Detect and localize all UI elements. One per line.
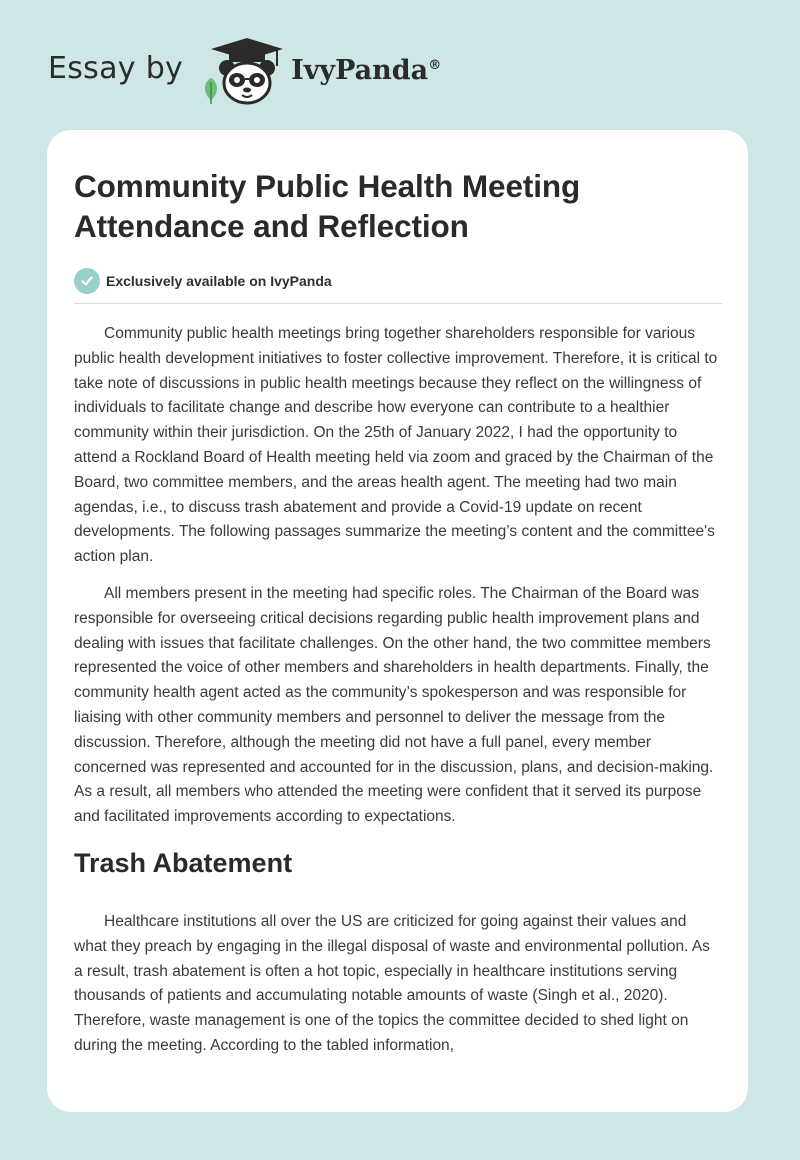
brand-prefix: Essay by	[48, 50, 184, 86]
divider	[74, 303, 722, 304]
badge-label: Exclusively available on IvyPanda	[106, 273, 332, 289]
paragraph: Healthcare institutions all over the US are criticized for going against their values and what they preach by engaging in the illegal disposal of waste and environmental pollution. As a result, trash abatement is often a hot topic, especially in healthcare institutions serving thousands of patients and accumulating notable amounts of waste (Singh et al., 2020). Therefore, waste management is one of the topics the committee decided to shed light on during the meeting. According to the tabled information,	[74, 912, 710, 1054]
registered-mark: ®	[428, 57, 442, 73]
essay-body	[74, 322, 722, 1059]
paragraph: All members present in the meeting had specific roles. The Chairman of the Board was responsible for overseeing critical decisions regarding public health improvement plans and dealing with issues that facilitate challenges. On the other hand, the two committee members represented the voice of other members and shareholders in health departments. Finally, the community health agent acted as the community’s spokesperson and was responsible for liaising with other community members and personnel to deliver the message from the discussion. Therefore, although the meeting did not have a full panel, every member concerned was represented and accounted for in the discussion, plans, and decision-making. As a result, all members who attended the meeting were confident that it served its purpose and facilitated improvements according to expectations.	[74, 584, 714, 826]
paragraph: Community public health meetings bring together shareholders responsible for various public health development initiatives to foster collective improvement. Therefore, it is critical to take note of discussions in public health meetings because they reflect on the willingness of individuals to facilitate change and describe how everyone can contribute to a healthier community within their jurisdiction. On the 25th of January 2022, I had the opportunity to attend a Rockland Board of Health meeting held via zoom and graced by the Chairman of the Board, two committee members, and the areas health agent. The meeting had two main agendas, i.e., to discuss trash abatement and provide a Covid-19 update on recent developments. The following passages summarize the meeting’s content and the committee's action plan.	[74, 325, 718, 566]
panda-graduate-icon[interactable]	[197, 36, 289, 106]
essay-card	[47, 130, 748, 1112]
exclusive-badge	[74, 268, 722, 294]
section-heading: Trash Abatement	[74, 847, 293, 878]
brand-name[interactable]: IvyPanda®	[291, 54, 442, 86]
site-header	[48, 36, 441, 106]
page-title: Community Public Health Meeting Attendance and Reflection	[74, 168, 581, 244]
checkmark-icon	[74, 268, 100, 294]
